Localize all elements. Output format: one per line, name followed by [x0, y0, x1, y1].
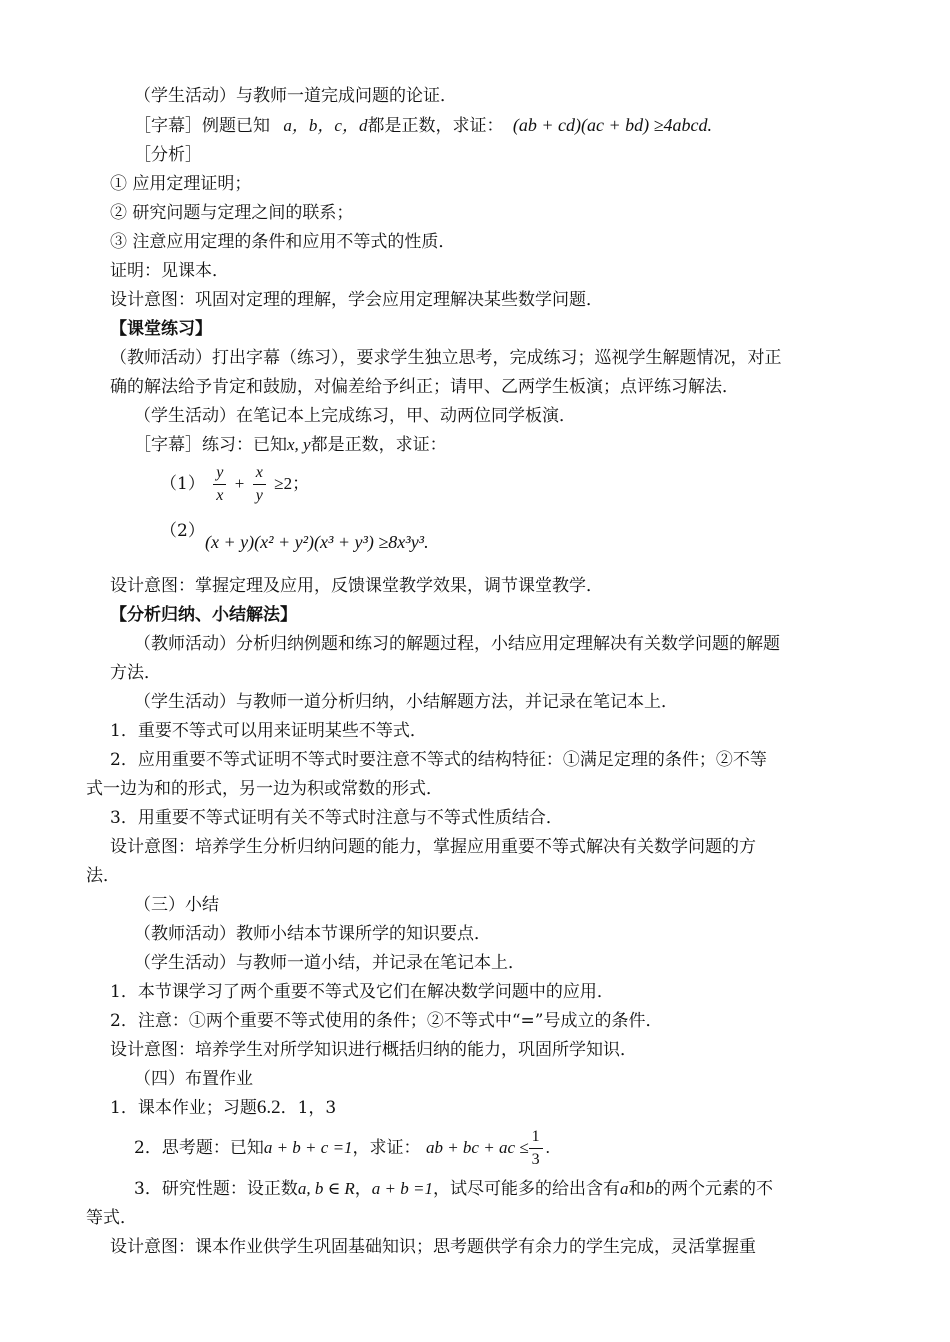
subsection-title: （四）布置作业 — [134, 1069, 253, 1089]
text-line: （教师活动）教师小结本节课所学的知识要点． — [134, 924, 491, 944]
variable: b — [645, 1179, 654, 1198]
text-line: 设计意图：培养学生分析归纳问题的能力，掌握应用重要不等式解决有关数学问题的方 — [110, 837, 756, 857]
list-item: 1．本节课学习了两个重要不等式及它们在解决数学问题中的应用． — [110, 982, 614, 1002]
exercise-number: 6.2 — [256, 1097, 281, 1118]
condition: a + b =1 — [371, 1179, 433, 1198]
subsection-title: （三）小结 — [134, 895, 219, 915]
variable: a — [620, 1179, 629, 1198]
fraction-denominator: x — [216, 487, 224, 504]
text-line: 证明：见课本． — [110, 261, 229, 281]
text-span: ［字幕］练习：已知 — [134, 435, 287, 455]
text-line: 设计意图：掌握定理及应用，反馈课堂教学效果，调节课堂教学． — [110, 576, 603, 596]
fraction-numerator: 1 — [529, 1126, 543, 1149]
text-line: （学生活动）与教师一道分析归纳，小结解题方法，并记录在笔记本上． — [134, 692, 678, 712]
list-item: 2．注意：①两个重要不等式使用的条件；②不等式中“=”号成立的条件． — [110, 1011, 663, 1031]
text-line: ① 应用定理证明； — [110, 174, 252, 194]
section-heading: 【课堂练习】 — [110, 319, 212, 339]
text-line: 设计意图：课本作业供学生巩固基础知识；思考题供学有余力的学生完成，灵活掌握重 — [110, 1237, 756, 1257]
text-line: 式一边为和的形式，另一边为积或常数的形式． — [86, 779, 443, 799]
text-line: （教师活动）分析归纳例题和练习的解题过程，小结应用定理解决有关数学问题的解题 — [134, 634, 780, 654]
text-line: ③ 注意应用定理的条件和应用不等式的性质． — [110, 232, 456, 252]
exercise-1 — [160, 462, 309, 507]
fraction-denominator: y — [255, 487, 263, 504]
fraction-denominator: 3 — [531, 1151, 540, 1168]
text-line: ［分析］ — [134, 145, 202, 165]
text-line: ② 研究问题与定理之间的联系； — [110, 203, 354, 223]
set-membership: a, b ∈ R — [297, 1179, 355, 1198]
text-span: 都是正数，求证： — [367, 116, 504, 136]
text-span: 2．思考题：已知 — [134, 1138, 264, 1158]
text-span: 3．研究性题：设正数 — [134, 1179, 298, 1199]
fraction-numerator: x — [253, 462, 266, 485]
text-span: ．1，3 — [280, 1098, 337, 1118]
example-formula: (ab + cd)(ac + bd) ≥4abcd. — [512, 115, 712, 135]
text-span: ，试尽可能多的给出含有 — [433, 1179, 620, 1199]
variables: a，b，c，d — [283, 116, 368, 135]
list-item: 1．重要不等式可以用来证明某些不等式． — [110, 721, 427, 741]
text-line: 设计意图：培养学生对所学知识进行概括归纳的能力，巩固所学知识． — [110, 1040, 637, 1060]
text-line: 方法． — [110, 663, 161, 683]
condition: a + b + c =1 — [263, 1138, 353, 1157]
section-heading: 【分析归纳、小结解法】 — [110, 605, 297, 625]
text-span: ［字幕］例题已知 — [134, 116, 270, 136]
list-item: 3．用重要不等式证明有关不等式时注意与不等式性质结合． — [110, 808, 563, 828]
exercise-2-label: （2） — [160, 521, 205, 541]
text-line: 等式． — [86, 1208, 137, 1228]
period: . — [545, 1138, 550, 1157]
text-span: ， — [354, 1179, 372, 1199]
exercise-label: （1） — [160, 474, 205, 494]
text-line: 法． — [86, 866, 120, 886]
homework-item-3 — [134, 1177, 773, 1201]
text-line: 设计意图：巩固对定理的理解，学会应用定理解决某些数学问题． — [110, 290, 603, 310]
homework-item-1 — [110, 1096, 336, 1120]
list-item: 2．应用重要不等式证明不等式时要注意不等式的结构特征：①满足定理的条件；②不等 — [110, 750, 767, 770]
text-line: （学生活动）在笔记本上完成练习，甲、动两位同学板演． — [134, 406, 576, 426]
variables: x, y — [287, 435, 311, 454]
text-span: 的两个元素的不 — [654, 1179, 773, 1199]
homework-item-2 — [134, 1124, 550, 1172]
text-line: （教师活动）打出字幕（练习），要求学生独立思考，完成练习；巡视学生解题情况，对正 — [110, 348, 782, 368]
fraction — [253, 462, 266, 507]
exercise-statement — [134, 433, 447, 457]
inequality-tail: ≥2； — [274, 474, 310, 493]
fraction — [213, 462, 226, 507]
text-span: ，求证： — [352, 1138, 421, 1158]
fraction — [529, 1126, 543, 1171]
text-line: （学生活动）与教师一道完成问题的论证． — [134, 86, 457, 106]
fraction-numerator: y — [213, 462, 226, 485]
example-statement — [134, 113, 712, 138]
text-span: 1．课本作业；习题 — [110, 1098, 257, 1118]
plus-sign: + — [234, 474, 245, 493]
text-span: 都是正数，求证： — [310, 435, 447, 455]
exercise-2-formula: (x + y)(x² + y²)(x³ + y³) ≥8x³y³. — [205, 532, 429, 552]
text-span: 和 — [628, 1179, 646, 1199]
text-line: 确的解法给予肯定和鼓励，对偏差给予纠正；请甲、乙两学生板演；点评练习解法． — [110, 377, 739, 397]
text-line: （学生活动）与教师一道小结，并记录在笔记本上． — [134, 953, 525, 973]
expression: ab + bc + ac ≤ — [425, 1138, 529, 1157]
